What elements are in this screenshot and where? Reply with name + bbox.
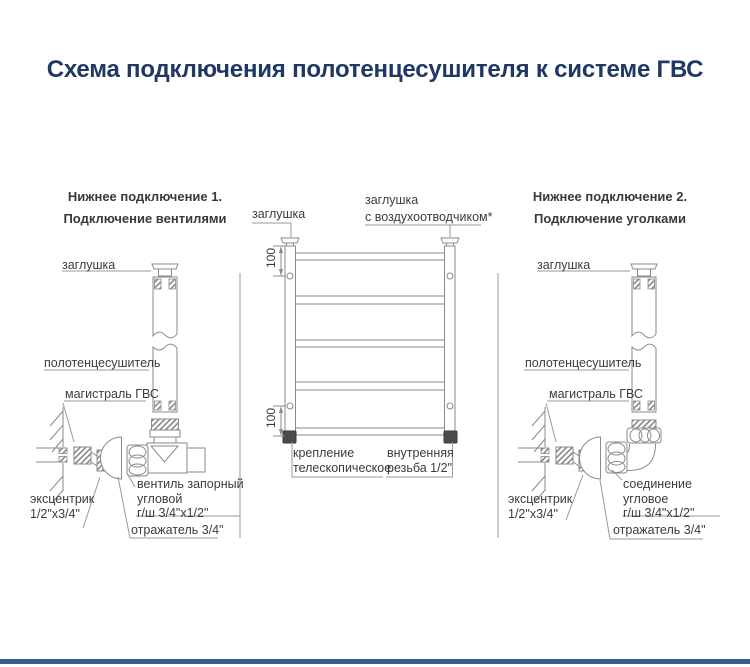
center-cap-left [281,238,299,246]
left-hws-main-pipe [36,448,67,462]
right-reflector-label: отражатель 3/4" [613,523,706,537]
center-cap-left-label: заглушка [252,207,306,221]
right-heading-line2: Подключение уголками [533,211,687,226]
center-diagram-drawing [252,223,481,477]
left-valve-label: вентиль запорный угловой г/ш 3/4"x1/2" [137,477,244,520]
center-cap-right-air-vent [441,238,459,246]
right-eccentric-label: эксцентрик 1/2"x3/4" [508,492,573,521]
right-angle-elbow [606,420,661,473]
left-heading-line1: Нижнее подключение 1. [67,189,223,204]
bottom-accent-bar [0,659,750,664]
center-thread-label: внутренняя резьба 1/2" [387,446,454,475]
left-reflector-label: отражатель 3/4" [131,523,224,537]
left-hws-main-label: магистраль ГВС [65,387,159,401]
left-eccentric-label: эксцентрик 1/2"x3/4" [30,492,95,521]
left-valve-union-nut [150,419,180,443]
right-wall [532,407,545,503]
page-title: Схема подключения полотенцесушителя к системе ГВС [46,56,704,83]
center-foot-right [444,431,457,443]
right-heading-line1: Нижнее подключение 2. [532,189,688,204]
left-angle-valve [127,443,205,476]
center-mount-label: крепление телескопическое [293,446,392,475]
left-wall [50,407,63,503]
right-hws-main-pipe [518,448,549,462]
left-heading-line2: Подключение вентилями [63,211,227,226]
left-reflector [101,437,122,479]
right-towel-rail-label: полотенцесушитель [525,356,642,370]
center-foot-left [283,431,296,443]
right-diagram-heading [505,186,715,230]
center-dim-top-value: 100 [264,247,278,269]
center-dim-bottom-value: 100 [264,407,278,429]
left-cap-plug [152,264,178,276]
center-rungs [296,253,445,435]
left-towel-rail-label: полотенцесушитель [44,356,161,370]
left-cap-label: заглушка [62,258,116,272]
center-cap-right-label: заглушка с воздухоотводчиком* [365,193,493,224]
right-reflector [580,437,601,479]
center-mount-holes [287,273,453,409]
right-elbow-label: соединение угловое г/ш 3/4"x1/2" [623,477,695,520]
right-hws-main-label: магистраль ГВС [549,387,643,401]
right-cap-label: заглушка [537,258,591,272]
right-cap-plug [631,264,657,276]
left-diagram-heading [40,186,250,230]
